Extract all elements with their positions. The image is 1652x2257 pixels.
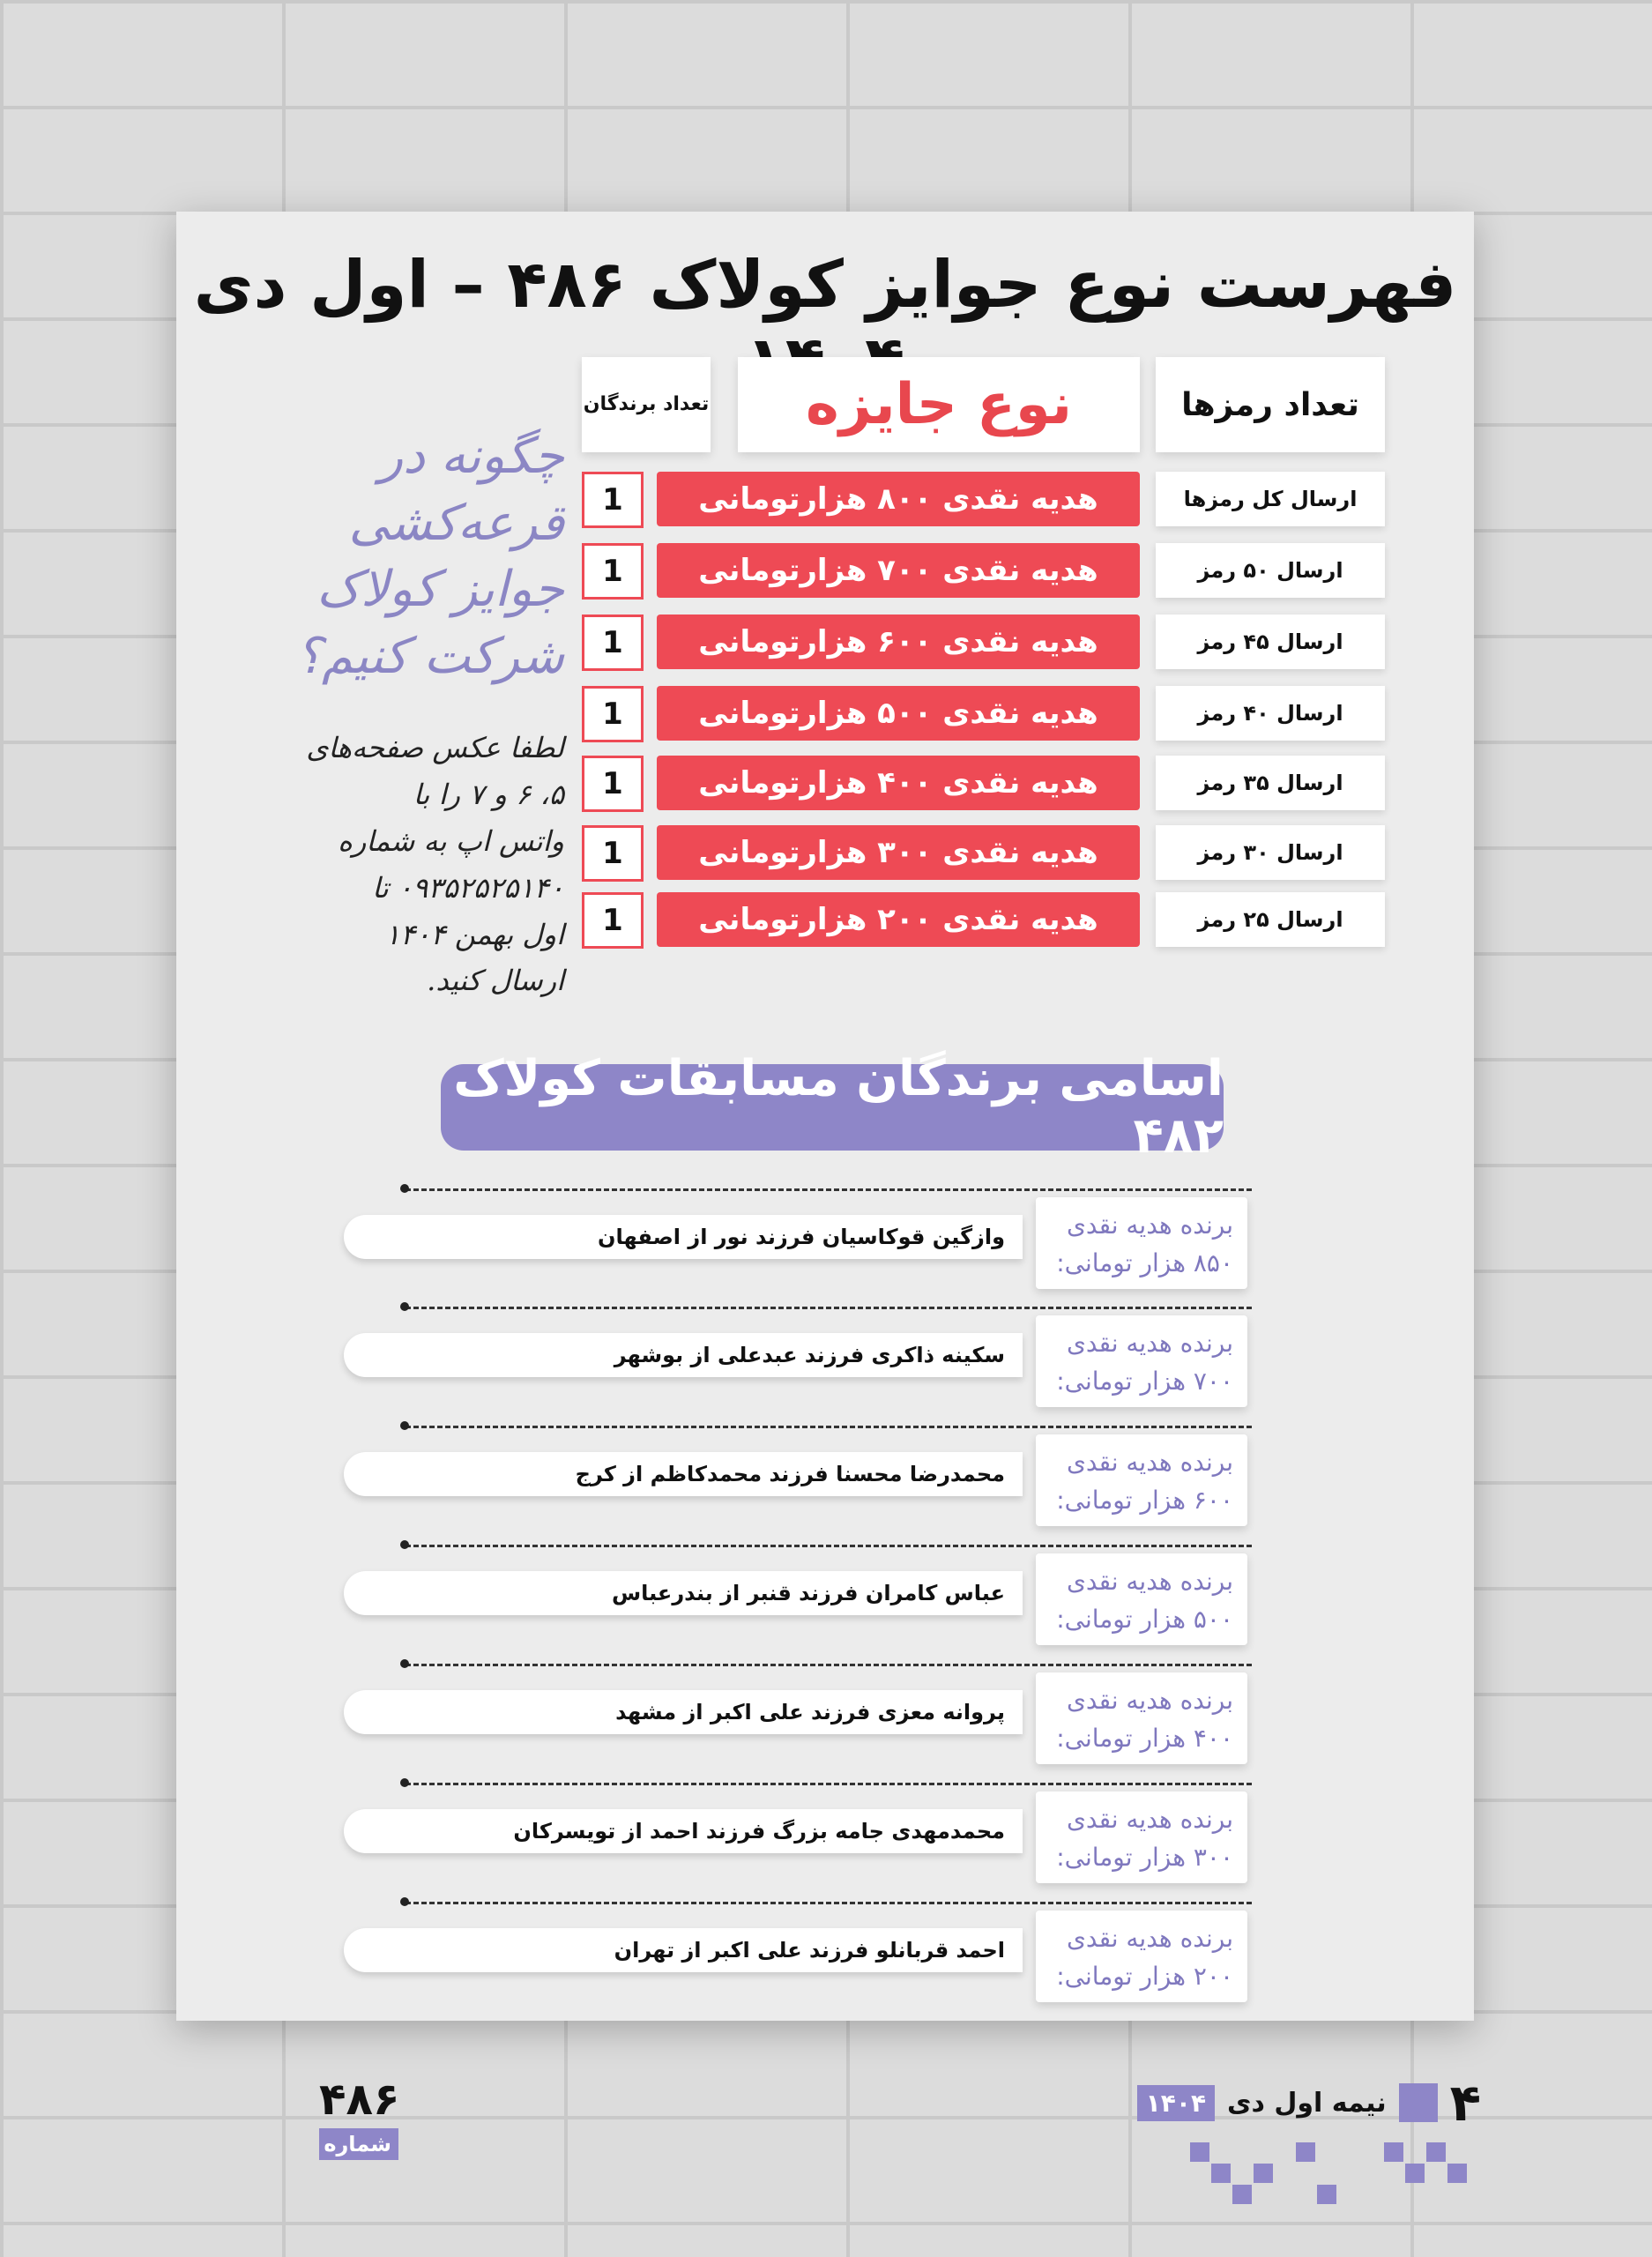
codes-cell: ارسال ۳۵ رمز (1156, 756, 1385, 810)
issue-label: شماره (319, 2128, 398, 2160)
note-instruction-line: ۵، ۶ و ۷ را با (413, 778, 564, 812)
winner-name: سکینه ذاکری فرزند عبدعلی از بوشهر (344, 1333, 1023, 1377)
note-question-line: شرکت کنیم؟ (295, 627, 564, 685)
winner-prize (1036, 1197, 1247, 1289)
winners-cell: 1 (582, 756, 644, 812)
codes-cell: ارسال ۴۵ رمز (1156, 615, 1385, 669)
note-instruction-line: واتس اپ به شماره (338, 823, 564, 858)
decorative-pixel (1426, 2142, 1446, 2162)
codes-cell: ارسال ۴۰ رمز (1156, 686, 1385, 741)
dot-marker (400, 1421, 409, 1430)
codes-cell: ارسال کل رمزها (1156, 472, 1385, 526)
codes-cell: ارسال ۳۰ رمز (1156, 825, 1385, 880)
dashed-line (406, 1545, 1252, 1547)
winner-prize-line: برنده هدیه نقدی (1066, 1210, 1233, 1240)
winner-prize-amount: ۶۰۰ هزار تومانی: (1056, 1486, 1233, 1516)
dot-marker (400, 1897, 409, 1906)
winner-prize-amount: ۷۰۰ هزار تومانی: (1056, 1367, 1233, 1397)
prize-cell: هدیه نقدی ۵۰۰ هزارتومانی (657, 686, 1140, 741)
decorative-pixel (1232, 2185, 1252, 2204)
winners-cell: 1 (582, 543, 644, 600)
dashed-line (406, 1188, 1252, 1191)
footer-year: ۱۴۰۴ (1137, 2085, 1215, 2121)
winner-prize-amount: ۵۰۰ هزار تومانی: (1056, 1605, 1233, 1635)
note-instruction-line: اول بهمن ۱۴۰۴ (384, 917, 564, 951)
note-instruction-line: ارسال کنید. (427, 964, 564, 998)
winner-name: عباس کامران فرزند قنبر از بندرعباس (344, 1571, 1023, 1615)
winner-prize (1036, 1434, 1247, 1526)
dot-marker (400, 1540, 409, 1549)
dashed-line (406, 1902, 1252, 1904)
decorative-pixel (1405, 2164, 1425, 2183)
winners-banner: اسامی برندگان مسابقات کولاک ۴۸۲ (441, 1064, 1224, 1151)
winner-prize-line: برنده هدیه نقدی (1066, 1448, 1233, 1477)
winner-prize-line: برنده هدیه نقدی (1066, 1924, 1233, 1953)
header-prize-type: نوع جایزه (738, 357, 1140, 452)
winner-prize (1036, 1672, 1247, 1764)
prize-cell: هدیه نقدی ۶۰۰ هزارتومانی (657, 615, 1140, 669)
winner-prize-amount: ۳۰۰ هزار تومانی: (1056, 1843, 1233, 1873)
winner-name: محمدرضا محسنا فرزند محمدکاظم از کرج (344, 1452, 1023, 1496)
decorative-pixel (1447, 2164, 1467, 2183)
winner-item (344, 1188, 1252, 1298)
poster-sheet (176, 212, 1474, 2021)
note-instruction-line: ۰۹۳۵۲۵۲۵۱۴۰ تا (372, 870, 564, 905)
winner-prize-amount: ۲۰۰ هزار تومانی: (1056, 1962, 1233, 1992)
winner-name: محمدمهدی جامه بزرگ فرزند احمد از تویسرکان (344, 1809, 1023, 1853)
winners-cell: 1 (582, 825, 644, 882)
page-title: فهرست نوع جوایز کولاک ۴۸۶ – اول دی (193, 247, 1457, 323)
footer-date-block (1093, 2073, 1481, 2133)
issue-number-block (319, 2074, 398, 2160)
dashed-line (406, 1307, 1252, 1309)
prize-cell: هدیه نقدی ۸۰۰ هزارتومانی (657, 472, 1140, 526)
dot-marker (400, 1302, 409, 1311)
winners-cell: 1 (582, 615, 644, 671)
winner-prize-line: برنده هدیه نقدی (1066, 1567, 1233, 1596)
header-codes: تعداد رمزها (1156, 357, 1385, 452)
dot-marker (400, 1659, 409, 1668)
dashed-line (406, 1426, 1252, 1428)
winner-name: احمد قربانلو فرزند علی اکبر از تهران (344, 1928, 1023, 1972)
note-instruction-line: لطفا عکس صفحه‌های (306, 731, 564, 765)
winners-cell: 1 (582, 686, 644, 742)
prize-cell: هدیه نقدی ۳۰۰ هزارتومانی (657, 825, 1140, 880)
winners-cell: 1 (582, 892, 644, 949)
how-to-enter-note (194, 423, 564, 1004)
note-question (194, 423, 564, 689)
winner-item (344, 1307, 1252, 1416)
winner-item (344, 1902, 1252, 2011)
winner-name: وازگین قوکاسیان فرزند نور از اصفهان (344, 1215, 1023, 1259)
dot-marker (400, 1778, 409, 1787)
decorative-pixel (1211, 2164, 1231, 2183)
winner-prize-line: برنده هدیه نقدی (1066, 1805, 1233, 1834)
decorative-pixel (1190, 2142, 1209, 2162)
decorative-pixel (1254, 2164, 1273, 2183)
winner-prize-amount: ۸۵۰ هزار تومانی: (1056, 1248, 1233, 1278)
winners-cell: 1 (582, 472, 644, 528)
note-instructions (194, 725, 564, 1004)
decorative-square (1399, 2083, 1438, 2122)
dashed-line (406, 1783, 1252, 1785)
decorative-pixel (1384, 2142, 1403, 2162)
prize-cell: هدیه نقدی ۲۰۰ هزارتومانی (657, 892, 1140, 947)
footer-date: نیمه اول دی (1227, 2087, 1387, 2119)
note-question-line: جوایز کولاک (316, 561, 564, 619)
page-number: ۴ (1449, 2073, 1481, 2133)
prize-cell: هدیه نقدی ۷۰۰ هزارتومانی (657, 543, 1140, 598)
issue-number: ۴۸۶ (319, 2074, 400, 2125)
winner-prize-amount: ۴۰۰ هزار تومانی: (1056, 1724, 1233, 1754)
codes-cell: ارسال ۲۵ رمز (1156, 892, 1385, 947)
decorative-pixel (1317, 2185, 1336, 2204)
winner-prize (1036, 1911, 1247, 2002)
winner-name: پروانه معزی فرزند علی اکبر از مشهد (344, 1690, 1023, 1734)
winner-item (344, 1783, 1252, 1892)
winner-item (344, 1664, 1252, 1773)
winner-prize (1036, 1791, 1247, 1883)
winner-prize-line: برنده هدیه نقدی (1066, 1686, 1233, 1715)
header-winners-count: تعداد برندگان (582, 357, 711, 452)
decorative-pixel (1296, 2142, 1315, 2162)
winner-prize-line: برنده هدیه نقدی (1066, 1329, 1233, 1358)
winner-prize (1036, 1315, 1247, 1407)
winner-item (344, 1545, 1252, 1654)
dot-marker (400, 1184, 409, 1193)
winner-item (344, 1426, 1252, 1535)
note-question-line: چگونه در قرعه‌کشی (348, 428, 564, 552)
codes-cell: ارسال ۵۰ رمز (1156, 543, 1385, 598)
prize-cell: هدیه نقدی ۴۰۰ هزارتومانی (657, 756, 1140, 810)
dashed-line (406, 1664, 1252, 1666)
winner-prize (1036, 1553, 1247, 1645)
